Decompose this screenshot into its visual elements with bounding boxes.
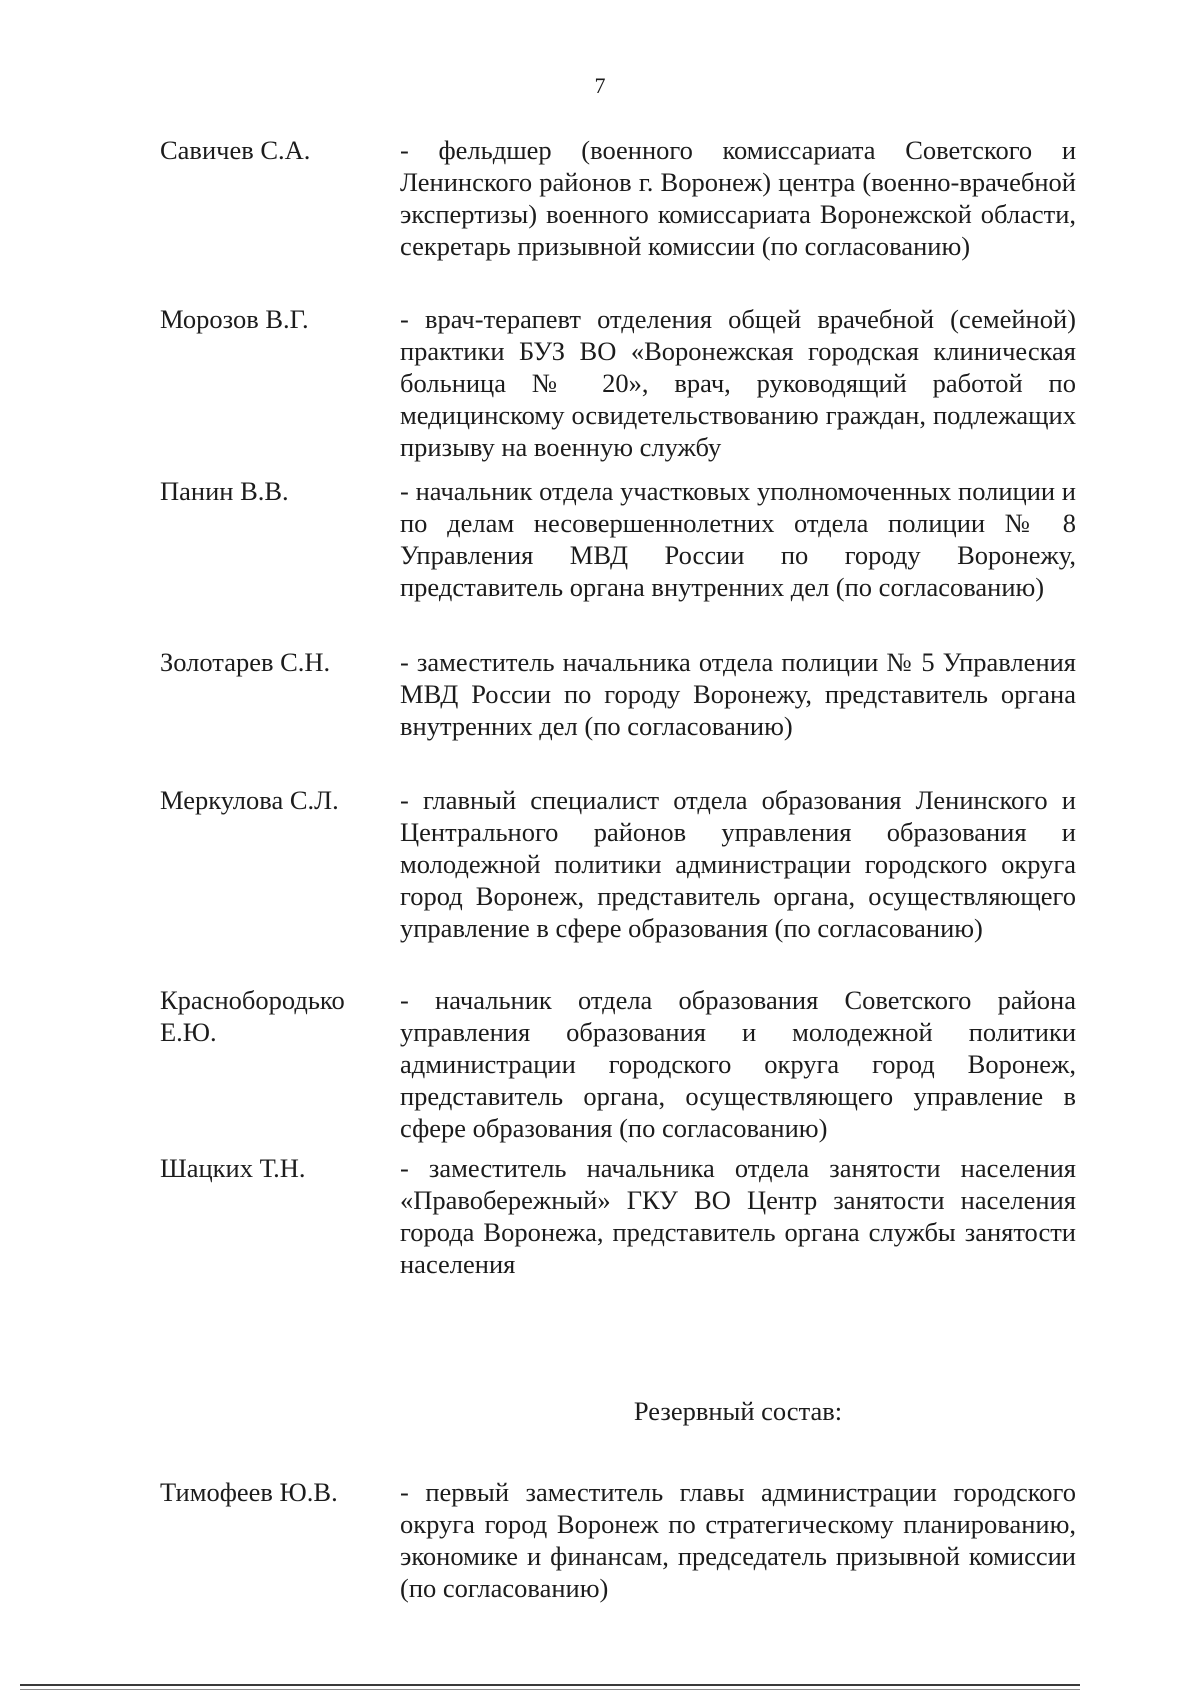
member-description: - главный специалист отдела образования Ленинского и Центрального районов управления образования и молодежной политики администрации городского округа город Воронеж, представитель органа, осуществляющего управление в сфере образования (по согласованию) [400, 785, 1076, 943]
member-description: - заместитель начальника отдела полиции № 5 Управления МВД России по городу Воронежу, представитель органа внутренних дел (по согласованию) [400, 647, 1076, 741]
member-name: Тимофеев Ю.В. [160, 1477, 338, 1507]
member-name: Панин В.В. [160, 476, 289, 506]
member-description: - начальник отдела образования Советского района управления образования и молодежной политики администрации городского округа город Воронеж, представитель органа, осуществляющего управление в сфере образования (по согласованию) [400, 985, 1076, 1143]
member-name: Морозов В.Г. [160, 304, 309, 334]
member-name: Савичев С.А. [160, 135, 311, 165]
member-description: - врач-терапевт отделения общей врачебной (семейной) практики БУЗ ВО «Воронежская городская клиническая больница № 20», врач, руководящий работой по медицинскому освидетельствованию граждан, подлежащих призыву на военную службу [400, 304, 1076, 462]
member-description: - первый заместитель главы администрации городского округа город Воронеж по стратегическому планированию, экономике и финансам, председатель призывной комиссии (по согласованию) [400, 1477, 1076, 1603]
page-bottom-rule [20, 1684, 1080, 1690]
member-name: Меркулова С.Л. [160, 785, 339, 815]
member-description: - фельдшер (военного комиссариата Советского и Ленинского районов г. Воронеж) центра (военно-врачебной экспертизы) военного комиссариата Воронежской области, секретарь призывной комиссии (по согласованию) [400, 135, 1076, 261]
reserve-heading: Резервный состав: [633, 1396, 843, 1426]
member-description: - начальник отдела участковых уполномоченных полиции и по делам несовершеннолетних отдела полиции № 8 Управления МВД России по городу Воронежу, представитель органа внутренних дел (по согласованию) [400, 476, 1076, 602]
member-name: Краснобородько Е.Ю. [160, 985, 345, 1047]
member-name: Золотарев С.Н. [160, 647, 331, 677]
member-name: Шацких Т.Н. [160, 1153, 306, 1183]
member-description: - заместитель начальника отдела занятости населения «Правобережный» ГКУ ВО Центр занятости населения города Воронежа, представитель органа службы занятости населения [400, 1153, 1076, 1279]
page-number: 7 [594, 73, 606, 98]
